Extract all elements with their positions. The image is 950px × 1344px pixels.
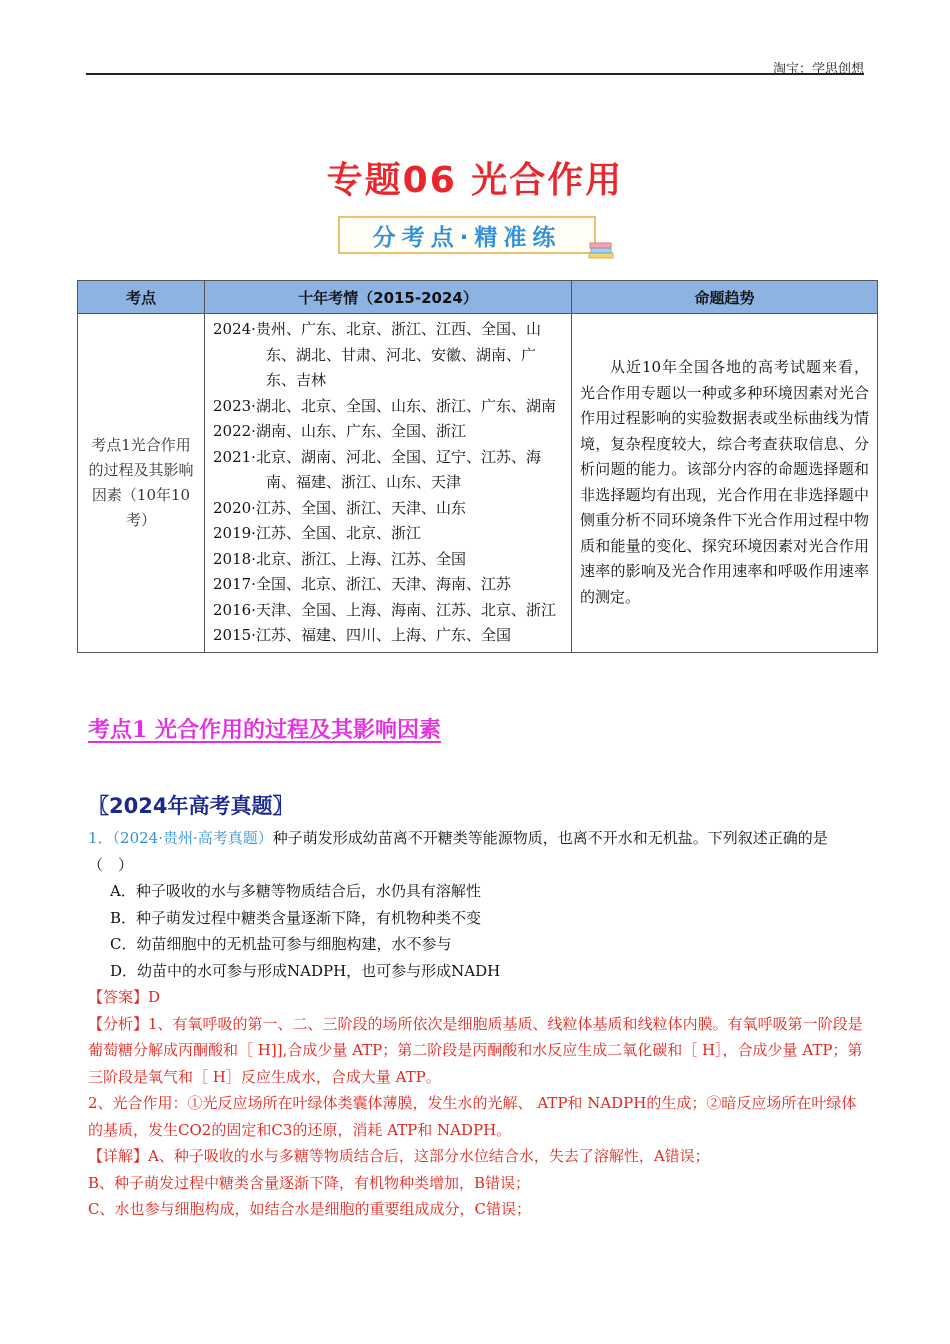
badge-text: 分考点·精准练 [372, 224, 562, 251]
detail-line-b: B、种子萌发过程中糖类含量逐渐下降，有机物种类增加，B错误； [88, 1173, 531, 1192]
answer-value: D [148, 988, 161, 1006]
header-rule [86, 73, 864, 75]
year-line: 2021·北京、湖南、河北、全国、辽宁、江苏、海南、福建、浙江、山东、天津 [213, 447, 541, 491]
year-line: 2020·江苏、全国、浙江、天津、山东 [213, 498, 466, 517]
year-line: 2018·北京、浙江、上海、江苏、全国 [213, 549, 466, 568]
table-row [78, 314, 878, 653]
section-heading: 考点1 光合作用的过程及其影响因素 [88, 717, 441, 743]
detail-text-a: A、种子吸收的水与多糖等物质结合后，这部分水位结合水，失去了溶解性，A错误； [148, 1147, 710, 1165]
badge [338, 216, 596, 254]
option-b: B．种子萌发过程中糖类含量逐渐下降，有机物种类不变 [110, 908, 482, 927]
header-trend: 命题趋势 [572, 281, 878, 314]
year-line: 2016·天津、全国、上海、海南、江苏、北京、浙江 [213, 600, 556, 619]
question-block [88, 825, 863, 1223]
header-note: 淘宝：学思创想 [772, 62, 864, 77]
detail-line-a [88, 1143, 863, 1170]
detail-line-c: C、水也参与细胞构成，如结合水是细胞的重要组成成分，C错误； [88, 1200, 531, 1218]
question-text: 种子萌发形成幼苗离不开糖类等能源物质，也离不开水和无机盐。下列叙述正确的是（ ） [88, 829, 828, 874]
kaodian-cell: 考点1光合作用的过程及其影响因素（10年10考） [78, 314, 205, 653]
years-cell [205, 314, 572, 653]
year-line: 2017·全国、北京、浙江、天津、海南、江苏 [213, 575, 511, 593]
trend-cell: 从近10年全国各地的高考试题来看，光合作用专题以一种或多种环境因素对光合作用过程影响的实验数据表或坐标曲线为情境，复杂程度较大，综合考查获取信息、分析问题的能力。该部分内容的命题选择题和非选择题均有出现，光合作用在非选择题中侧重分析不同环境条件下光合作用过程中物质和能量的变化、探究环境因素对光合作用速率的影响及光合作用速率和呼吸作用速率的测定。 [572, 314, 878, 653]
year-line: 2023·湖北、北京、全国、山东、浙江、广东、湖南 [213, 396, 556, 415]
question-source: （2024·贵州·高考真题） [112, 829, 273, 847]
analysis-label: 【分析】 [88, 1014, 149, 1033]
page-title: 专题06 光合作用 [326, 160, 624, 201]
header-years: 十年考情（2015-2024） [205, 281, 572, 314]
overview-table [77, 280, 878, 653]
year-heading: 〖2024年高考真题〗 [88, 794, 294, 818]
header-kaodian: 考点 [78, 281, 205, 314]
books-icon [587, 237, 615, 261]
table-header-row [78, 281, 878, 314]
answer-label: 【答案】 [88, 988, 149, 1006]
option-d: D．幼苗中的水可参与形成NADPH，也可参与形成NADH [110, 961, 501, 980]
detail-label: 【详解】 [88, 1147, 149, 1165]
analysis-p1 [88, 1011, 863, 1091]
question-number: 1． [88, 829, 113, 847]
answer-line [88, 984, 863, 1011]
analysis-p2: 2、光合作用：①光反应场所在叶绿体类囊体薄膜，发生水的光解、 ATP和 NADPH的生成；②暗反应场所在叶绿体的基质，发生CO2的固定和C3的还原，消耗 ATP和 NADPH。 [88, 1094, 857, 1139]
year-line: 2022·湖南、山东、广东、全国、浙江 [213, 422, 466, 440]
option-c: C．幼苗细胞中的无机盐可参与细胞构建，水不参与 [110, 935, 452, 953]
year-line: 2019·江苏、全国、北京、浙江 [213, 524, 421, 542]
option-a: A．种子吸收的水与多糖等物质结合后，水仍具有溶解性 [110, 882, 481, 900]
year-line: 2024·贵州、广东、北京、浙江、江西、全国、山东、湖北、甘肃、河北、安徽、湖南、广东、吉林 [213, 320, 541, 389]
analysis-text-1: 1、有氧呼吸的第一、二、三阶段的场所依次是细胞质基质、线粒体基质和线粒体内膜。有氧呼吸第一阶段是葡萄糖分解成丙酮酸和［ H]],合成少量 ATP；第二阶段是丙酮酸和水反应生成二氧化碳和［ H］，合成少量 ATP；第三阶段是氧气和［ H］反应生成水，合成大量 ATP。 [88, 1014, 863, 1086]
year-line: 2015·江苏、福建、四川、上海、广东、全国 [213, 626, 511, 644]
question-stem [88, 825, 863, 878]
